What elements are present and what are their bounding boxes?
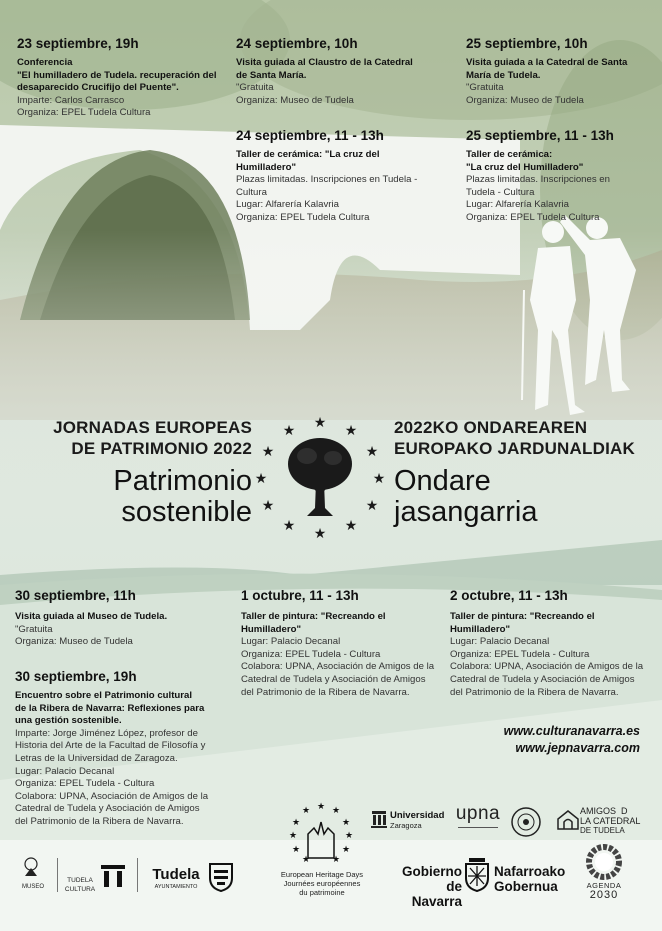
- event-details: [17, 57, 232, 120]
- banner-left-title: JORNADAS EUROPEAS: [53, 418, 252, 437]
- event-line: Plazas limitadas. Inscripciones en Tudela -: [236, 174, 418, 186]
- event-line: Visita guiada a la Catedral de Santa: [466, 57, 628, 68]
- url-jepnavarra-link[interactable]: www.jepnavarra.com: [515, 741, 640, 755]
- event-details: [241, 611, 441, 699]
- event-line: de Santa María.: [236, 69, 307, 81]
- svg-text:★: ★: [365, 498, 379, 514]
- european-heritage-days-emblem-icon: [288, 800, 354, 866]
- event-line: Colabora: UPNA, Asociación de Amigos de la: [450, 661, 644, 673]
- svg-text:★: ★: [291, 818, 301, 828]
- banner-left: [40, 417, 252, 528]
- event-line: Cultura: [236, 186, 267, 198]
- event-line: Lugar: Palacio Decanal: [241, 636, 341, 648]
- svg-text:★: ★: [341, 818, 351, 828]
- event-line: Historia del Arte de la Facultad de Filosofía y: [15, 740, 206, 752]
- agenda-2030-logo: [582, 881, 626, 901]
- urls: [440, 723, 640, 757]
- event-date: 25 septiembre, 10h: [466, 36, 588, 51]
- event-line: Taller de pintura: "Recreando el: [450, 611, 595, 622]
- event-date: 30 septiembre, 19h: [15, 669, 137, 684]
- event-details: [466, 57, 656, 107]
- event-line: Organiza: Museo de Tudela: [15, 636, 133, 648]
- event-line: Lugar: Palacio Decanal: [15, 765, 115, 777]
- event-line: Visita guiada al Museo de Tudela.: [15, 611, 168, 622]
- tudela-cultura-icon: [99, 862, 127, 890]
- event-details: [466, 149, 656, 225]
- tudela-cultura-logo: [62, 876, 98, 894]
- event-line: Plazas limitadas. Inscripciones en: [466, 174, 610, 186]
- banner-right-big: jasangarria: [394, 496, 538, 528]
- navarra-coat-of-arms-icon: [464, 856, 490, 892]
- event-line: Taller de cerámica: "La cruz del: [236, 149, 380, 160]
- tree-icon: [288, 438, 352, 516]
- nafarroako-text: Gobernua: [494, 879, 558, 894]
- event-line: "El humilladero de Tudela. recuperación del: [17, 69, 217, 81]
- event-line: desaparecido Crucifijo del Puente".: [17, 82, 179, 94]
- tudela-cultura-text: TUDELA: [67, 877, 93, 884]
- svg-text:★: ★: [291, 845, 301, 855]
- amigos-text: DE TUDELA: [580, 826, 625, 835]
- svg-text:★: ★: [331, 855, 341, 865]
- event-line: Colabora: UPNA, Asociación de Amigos de la: [241, 661, 435, 673]
- banner-left-big: sostenible: [121, 496, 252, 528]
- event-25-sep-10h: [466, 36, 656, 107]
- event-line: María de Tudela.: [466, 69, 541, 81]
- svg-text:★: ★: [255, 471, 268, 487]
- event-line: Organiza: EPEL Tudela Cultura: [466, 211, 600, 223]
- svg-text:★: ★: [313, 526, 327, 542]
- banner-right: [394, 417, 654, 528]
- event-24-sep-10h: [236, 36, 446, 107]
- svg-text:★: ★: [282, 518, 296, 534]
- tudela-cultura-text: CULTURA: [64, 886, 96, 893]
- banner-left-big: Patrimonio: [113, 465, 252, 497]
- amigos-text: AMIGOS: [580, 806, 617, 816]
- event-date: 24 septiembre, 11 - 13h: [236, 128, 384, 143]
- amigos-text: LA CATEDRAL: [580, 816, 641, 826]
- event-line: "La cruz del Humilladero": [466, 161, 584, 173]
- unizar-emblem-icon: [370, 809, 388, 829]
- event-line: Taller de pintura: "Recreando el: [241, 611, 386, 622]
- event-line: Lugar: Palacio Decanal: [450, 636, 550, 648]
- event-date: 1 octubre, 11 - 13h: [241, 588, 359, 603]
- agenda-text: AGENDA: [586, 881, 622, 890]
- svg-text:★: ★: [313, 415, 327, 431]
- event-date: 24 septiembre, 10h: [236, 36, 358, 51]
- event-line: Imparte: Jorge Jiménez López, profesor de: [15, 727, 198, 739]
- svg-text:★: ★: [261, 444, 275, 460]
- svg-text:★: ★: [316, 802, 326, 812]
- event-line: Catedral de Tudela y Asociación de Amigos: [15, 803, 200, 815]
- event-line: Organiza: EPEL Tudela - Cultura: [241, 648, 381, 660]
- museo-logo: [16, 856, 50, 892]
- gobierno-text: de Navarra: [411, 879, 462, 909]
- svg-text:★: ★: [341, 845, 351, 855]
- divider: [137, 858, 138, 892]
- svg-text:★: ★: [344, 518, 358, 534]
- banner-right-big: Ondare: [394, 465, 491, 497]
- event-line: "Gratuita: [15, 623, 53, 635]
- upna-text: upna: [455, 803, 501, 824]
- event-line: Catedral de Tudela y Asociación de Amigos: [241, 673, 426, 685]
- svg-text:★: ★: [372, 471, 385, 487]
- eu-stars-tree-emblem: [255, 412, 385, 542]
- event-line: Lugar: Alfarería Kalavria: [236, 199, 339, 211]
- event-30-sep-19h: [15, 669, 235, 829]
- tudela-logo-text: Tudela: [152, 866, 200, 883]
- event-line: una gestión sostenible.: [15, 715, 122, 727]
- event-details: [15, 690, 235, 829]
- museo-emblem-icon: [16, 856, 46, 878]
- event-2-oct: [450, 588, 655, 699]
- unizar-logo: [390, 810, 450, 830]
- tudela-ayuntamiento-logo: [145, 866, 207, 892]
- event-line: Tudela - Cultura: [466, 186, 535, 198]
- unizar-text: Zaragoza: [390, 821, 422, 830]
- event-line: del Patrimonio de la Ribera de Navarra.: [15, 815, 184, 827]
- agenda-2030-wheel-icon: [586, 844, 622, 880]
- event-line: Organiza: Museo de Tudela: [466, 94, 584, 106]
- upna-logo: [452, 803, 504, 830]
- banner-right-title: 2022KO ONDAREAREN: [394, 418, 588, 437]
- banner-left-title: DE PATRIMONIO 2022: [71, 439, 252, 458]
- event-line: Humilladero": [450, 623, 510, 635]
- event-date: 2 octubre, 11 - 13h: [450, 588, 568, 603]
- event-24-sep-taller: [236, 128, 446, 225]
- event-line: Taller de cerámica:: [466, 149, 553, 160]
- museo-logo-text: MUSEO: [21, 884, 44, 890]
- event-30-sep-11h: [15, 588, 230, 649]
- event-line: Encuentro sobre el Patrimonio cultural: [15, 690, 192, 701]
- ehd-text: European Heritage Days: [280, 870, 364, 879]
- event-line: Catedral de Tudela y Asociación de Amigos: [450, 673, 635, 685]
- gobierno-text: Gobierno: [402, 864, 462, 879]
- event-line: Organiza: EPEL Tudela - Cultura: [450, 648, 590, 660]
- svg-text:★: ★: [365, 444, 379, 460]
- event-line: "Gratuita: [236, 82, 274, 94]
- nafarroako-gobernua-logo: [494, 864, 574, 894]
- event-23-sep: [17, 36, 232, 120]
- tudela-logo-sub: AYUNTAMIENTO: [154, 884, 198, 890]
- event-details: [236, 149, 446, 225]
- event-line: de la Ribera de Navarra: Reflexiones para: [15, 702, 205, 714]
- event-date: 30 septiembre, 11h: [15, 588, 136, 603]
- event-line: Imparte: Carlos Carrasco: [17, 94, 125, 106]
- event-line: Colabora: UPNA, Asociación de Amigos de la: [15, 790, 209, 802]
- event-details: [236, 57, 446, 107]
- event-date: 23 septiembre, 19h: [17, 36, 139, 51]
- event-line: Organiza: Museo de Tudela: [236, 94, 354, 106]
- banner-right-title: EUROPAKO JARDUNALDIAK: [394, 439, 635, 458]
- agenda-text: 2030: [589, 889, 619, 901]
- event-line: Organiza: EPEL Tudela - Cultura: [15, 778, 155, 790]
- url-culturanavarra-link[interactable]: www.culturanavarra.es: [503, 724, 640, 738]
- event-details: [15, 611, 230, 649]
- event-date: 25 septiembre, 11 - 13h: [466, 128, 614, 143]
- svg-text:★: ★: [288, 831, 298, 841]
- event-details: [450, 611, 655, 699]
- ehd-text: du patrimoine: [299, 888, 345, 897]
- svg-text:★: ★: [301, 806, 311, 816]
- event-line: Organiza: EPEL Tudela Cultura: [17, 107, 151, 119]
- event-line: Humilladero": [236, 161, 296, 173]
- tudela-shield-icon: [208, 860, 234, 892]
- event-25-sep-taller: [466, 128, 656, 225]
- event-line: Conferencia: [17, 57, 73, 68]
- european-heritage-days-logo: [272, 870, 372, 897]
- svg-text:★: ★: [301, 855, 311, 865]
- event-line: Letras de la Universidad de Zaragoza.: [15, 752, 178, 764]
- svg-text:★: ★: [282, 423, 296, 439]
- association-seal-icon: [510, 806, 542, 838]
- event-line: Lugar: Alfarería Kalavria: [466, 199, 569, 211]
- event-line: del Patrimonio de la Ribera de Navarra.: [241, 686, 410, 698]
- amigos-catedral-logo: [580, 806, 656, 836]
- svg-text:★: ★: [344, 423, 358, 439]
- event-line: del Patrimonio de la Ribera de Navarra.: [450, 686, 619, 698]
- event-line: Visita guiada al Claustro de la Catedral: [236, 57, 413, 68]
- svg-text:★: ★: [344, 831, 354, 841]
- ehd-text: Journées européennes: [283, 879, 361, 888]
- amigos-text: D: [621, 806, 628, 816]
- event-1-oct: [241, 588, 441, 699]
- svg-text:★: ★: [331, 806, 341, 816]
- event-line: Organiza: EPEL Tudela Cultura: [236, 211, 370, 223]
- divider: [57, 858, 58, 892]
- event-line: "Gratuita: [466, 82, 504, 94]
- event-line: Humilladero": [241, 623, 301, 635]
- nafarroako-text: Nafarroako: [494, 864, 566, 879]
- unizar-text: Universidad: [390, 810, 445, 821]
- svg-text:★: ★: [261, 498, 275, 514]
- cathedral-icon: [556, 809, 580, 831]
- gobierno-navarra-logo: [396, 864, 462, 909]
